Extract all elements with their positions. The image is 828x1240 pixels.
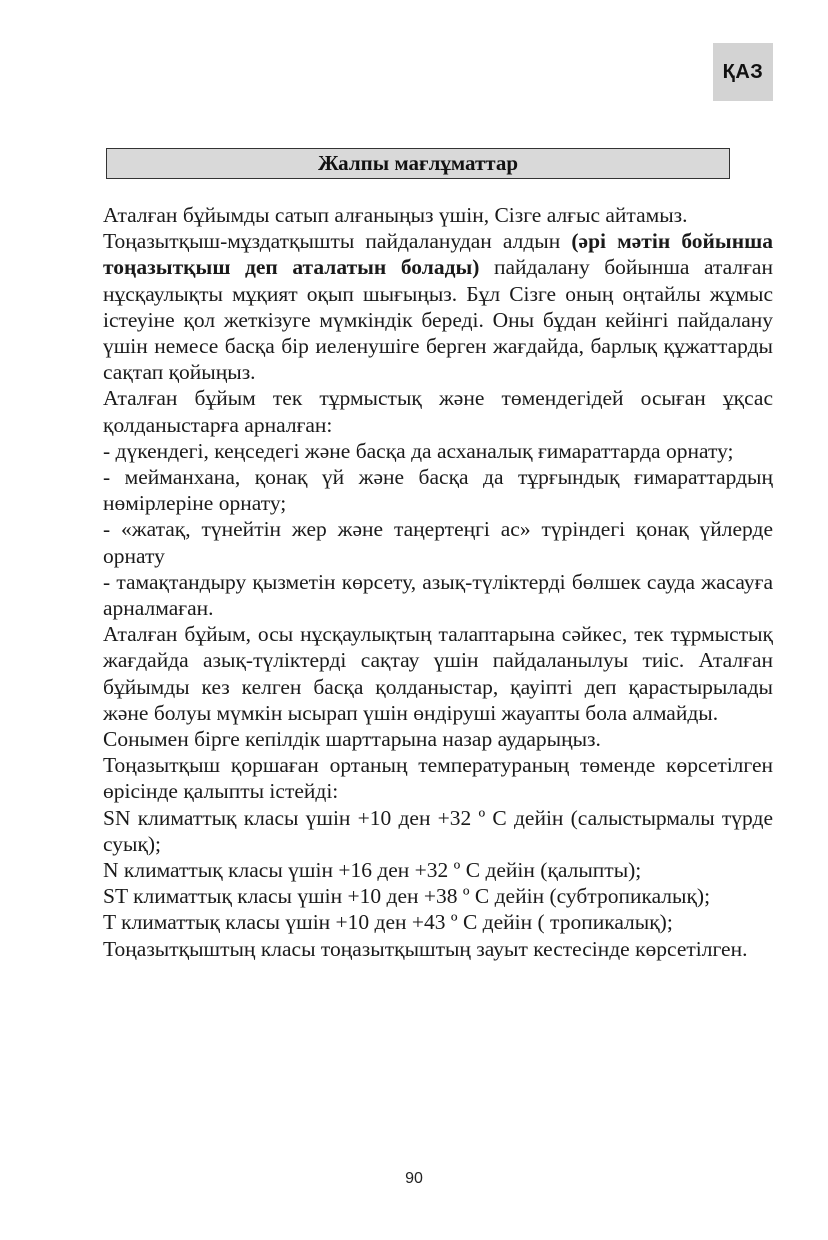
list-item-shops: - дүкендегі, кеңседегі және басқа да асханалық ғимараттарда орнату;	[103, 438, 734, 463]
paragraph-warranty: Сонымен бірге кепілдік шарттарына назар аударыңыз.	[103, 727, 601, 752]
paragraph-read-manual-end: пайдалану бойынша аталған нұсқаулықты мұқият оқып шығыңыз. Бұл Сізге оның оңтайлы жұмыс істеуіне қол жеткізуге мүмкіндік береді. Оны бұдан кейінгі пайдалану үшін немесе басқа бір иеленушіге берген жағдайда, барлық құжаттарды сақтап қойыңыз.	[103, 255, 773, 385]
body-text	[103, 202, 773, 962]
paragraph-class-label: Тоңазытқыштың класы тоңазытқыштың зауыт кестесінде көрсетілген.	[103, 936, 748, 961]
paragraph-read-manual-bold: (әрі мәтін бойынша тоңазытқыш деп аталатын болады)	[103, 229, 773, 280]
language-tab: ҚАЗ	[713, 43, 773, 101]
list-item-bed-breakfast: - «жатақ, түнейтін жер және таңертеңгі ас» түріндегі қонақ үйлерде орнату	[103, 517, 773, 568]
climate-class-n: N климаттық класы үшін +16 ден +32 º C дейін (қалыпты);	[103, 858, 642, 883]
climate-class-st: ST климаттық класы үшін +10 ден +38 º C дейін (субтропикалық);	[103, 884, 711, 909]
paragraph-thanks: Аталған бұйымды сатып алғаныңыз үшін, Сізге алғыс айтамыз.	[103, 203, 688, 227]
paragraph-liability: Аталған бұйым, осы нұсқаулықтың талаптарына сәйкес, тек тұрмыстық жағдайда азық-түліктерді сақтау үшін пайдаланылуы тиіс. Аталған бұйымды кез келген басқа қолданыстар, қауіпті деп қарастырылады және болуы мүмкін ысырап үшін өндіруші жауапты бола алмайды.	[103, 622, 773, 725]
paragraph-intended-use: Аталған бұйым тек тұрмыстық және төмендегідей осыған ұқсас қолданыстарға арналған:	[103, 386, 773, 437]
paragraph-read-manual-start: Тоңазытқыш-мұздатқышты пайдаланудан алдын	[103, 229, 572, 254]
section-title: Жалпы мағлұматтар	[106, 148, 730, 179]
list-item-hotels: - мейманхана, қонақ үй және басқа да тұрғындық ғимараттардың нөмірлеріне орнату;	[103, 465, 773, 516]
climate-class-sn: SN климаттық класы үшін +10 ден +32 º C дейін (салыстырмалы түрде суық);	[103, 805, 773, 856]
paragraph-temperature-range: Тоңазытқыш қоршаған ортаның температураның төменде көрсетілген өрісінде қалыпты істейді:	[103, 753, 773, 804]
climate-class-t: T климаттық класы үшін +10 ден +43 º C дейін ( тропикалық);	[103, 910, 673, 935]
page-number: 90	[405, 1170, 423, 1187]
list-item-catering: - тамақтандыру қызметін көрсету, азық-түліктерді бөлшек саудa жасауға арналмаған.	[103, 569, 773, 621]
paragraph-read-manual	[103, 228, 773, 385]
